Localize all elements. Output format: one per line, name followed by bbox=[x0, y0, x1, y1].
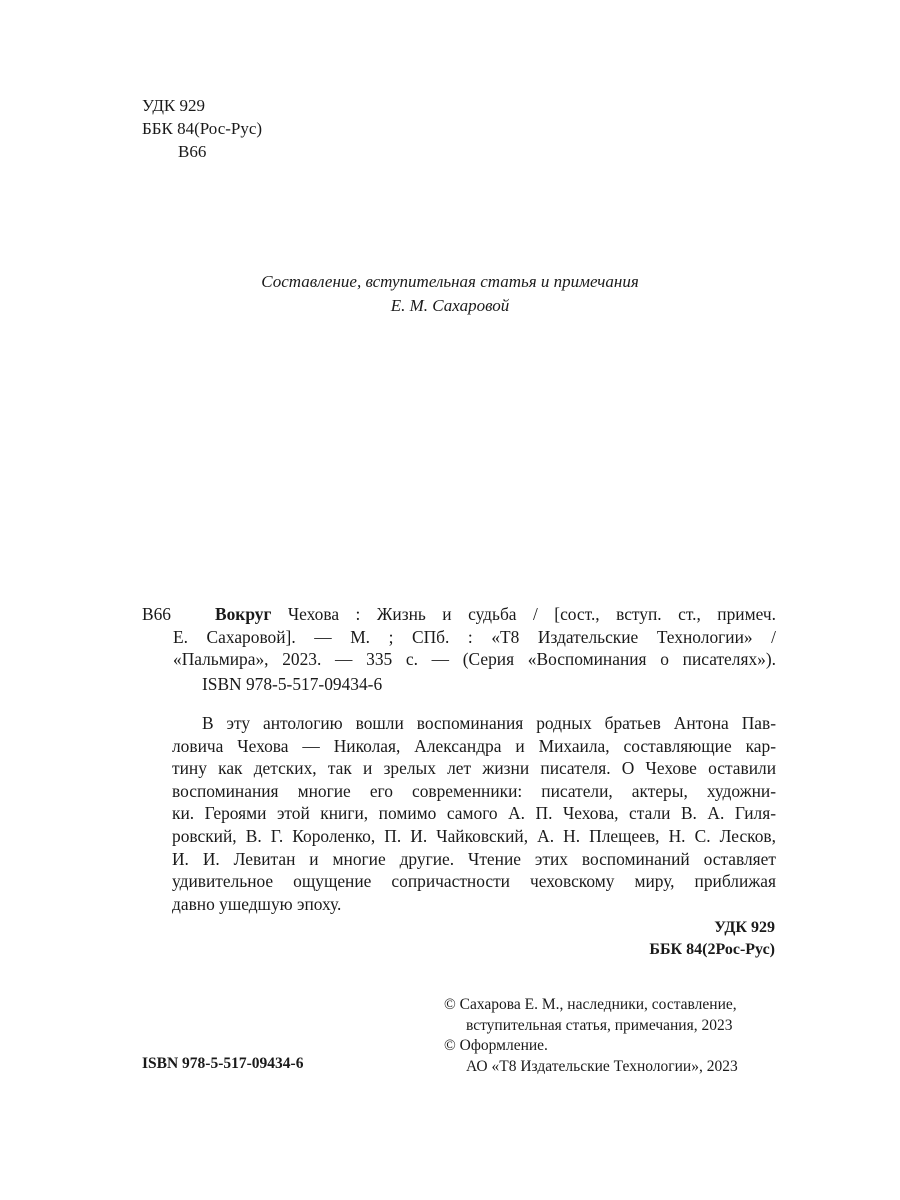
abstract-line-4: воспоминания многие его современники: писатели, актеры, художни- bbox=[172, 780, 776, 801]
biblio-row-1 bbox=[142, 603, 776, 626]
biblio-line-1-rest: Чехова : Жизнь и судьба / [сост., вступ. ст., примеч. bbox=[271, 604, 776, 624]
credits-line-1: Составление, вступительная статья и примечания bbox=[261, 272, 639, 291]
udk-code: УДК 929 bbox=[714, 919, 775, 936]
credits-line-2: Е. М. Сахаровой bbox=[390, 296, 510, 315]
credits-block bbox=[0, 270, 900, 318]
copyright-line-1: © Сахарова Е. М., наследники, составление, bbox=[444, 996, 737, 1013]
biblio-row-2 bbox=[142, 626, 776, 649]
abstract-line-8: удивительное ощущение сопричастности чеховскому миру, приближая bbox=[172, 871, 776, 892]
biblio-line-1 bbox=[215, 603, 776, 626]
biblio-row-4 bbox=[142, 673, 776, 696]
author-mark: В66 bbox=[142, 604, 171, 624]
bbk-code-top: ББК 84(Рос-Рус) bbox=[142, 119, 263, 138]
abstract-line-1: В эту антологию вошли воспоминания родных братьев Антона Пав- bbox=[202, 713, 776, 733]
abstract-line-6: ровский, В. Г. Короленко, П. И. Чайковский, А. Н. Плещеев, Н. С. Лесков, bbox=[172, 825, 776, 846]
copyright-line-2: вступительная статья, примечания, 2023 bbox=[466, 1016, 733, 1034]
bbk-code: ББК 84(2Рос-Рус) bbox=[649, 941, 775, 958]
copyright-line-3: © Оформление. bbox=[444, 1037, 548, 1054]
copyright-block bbox=[444, 995, 738, 1077]
copyright-line-4: АО «Т8 Издательские Технологии», 2023 bbox=[466, 1057, 738, 1075]
abstract-line-2: ловича Чехова — Николая, Александра и Михаила, составляющие кар- bbox=[172, 735, 776, 756]
abstract-line-5: ки. Героями этой книги, помимо самого А. П. Чехова, стали В. А. Гиля- bbox=[172, 803, 776, 824]
biblio-line-2: Е. Сахаровой]. — М. ; СПб. : «Т8 Издательские Технологии» / bbox=[173, 626, 776, 647]
isbn-bottom: ISBN 978-5-517-09434-6 bbox=[142, 1055, 304, 1072]
udk-code-top: УДК 929 bbox=[142, 96, 206, 115]
abstract-line-3: тину как детских, так и зрелых лет жизни писателя. О Чехове оставили bbox=[172, 758, 776, 779]
biblio-row-3 bbox=[142, 648, 776, 671]
author-mark-top: В66 bbox=[178, 142, 207, 161]
bibliographic-record bbox=[142, 603, 776, 695]
isbn-record: ISBN 978-5-517-09434-6 bbox=[202, 673, 383, 694]
abstract-paragraph bbox=[172, 712, 776, 915]
abstract-line-7: И. И. Левитан и многие другие. Чтение этих воспоминаний оставляет bbox=[172, 848, 776, 869]
biblio-line-3: «Пальмира», 2023. — 335 с. — (Серия «Воспоминания о писателях»). bbox=[173, 649, 776, 670]
classification-codes bbox=[560, 917, 775, 961]
abstract-line-9: давно ушедшую эпоху. bbox=[172, 893, 342, 914]
book-title-word: Вокруг bbox=[215, 604, 272, 624]
